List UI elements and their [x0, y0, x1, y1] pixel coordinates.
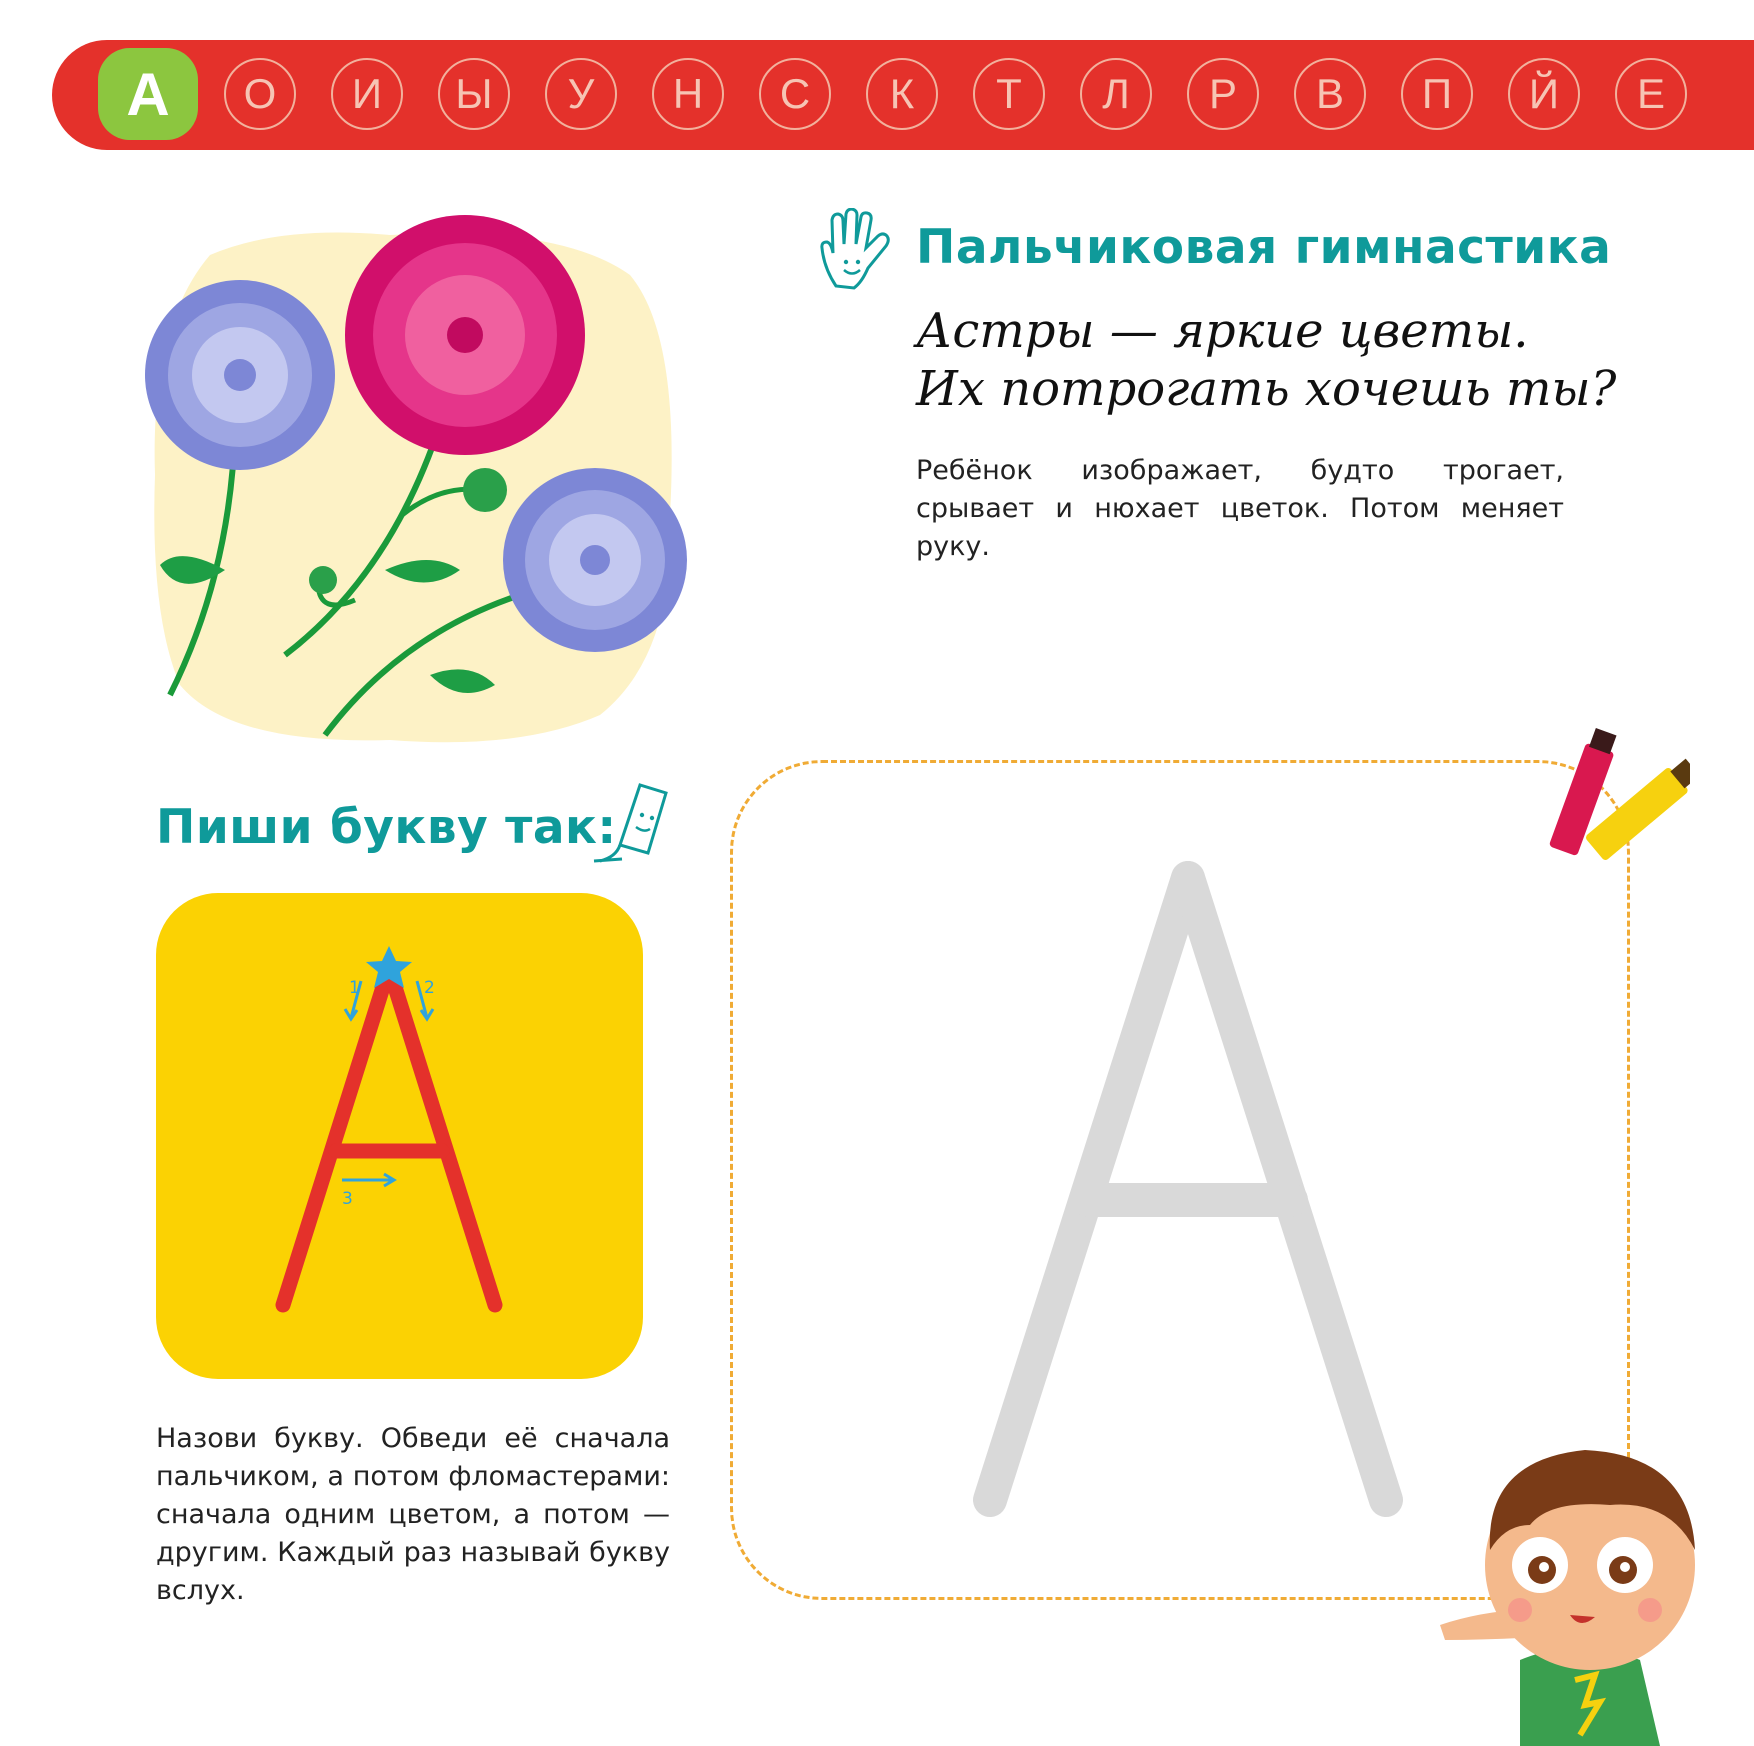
letter-chip[interactable]: Р	[1187, 58, 1259, 130]
letter-chip[interactable]: И	[331, 58, 403, 130]
poem	[916, 302, 1716, 418]
hand-icon	[816, 208, 896, 290]
letter-chip[interactable]: Л	[1080, 58, 1152, 130]
letter-chip[interactable]: Н	[652, 58, 724, 130]
letter-chip[interactable]: О	[224, 58, 296, 130]
letter-chip[interactable]: У	[545, 58, 617, 130]
gymnastics-description: Ребёнок изображает, будто трогает, срывает и нюхает цветок. Потом меняет руку.	[916, 455, 1564, 562]
letter-chip[interactable]: Т	[973, 58, 1045, 130]
writing-instructions: Назови букву. Обведи её сначала пальчиком, а потом фломастерами: сначала одним цветом, а потом — другим. Каждый раз называй букву вслух.	[156, 1423, 670, 1606]
example-letter-box	[156, 893, 643, 1379]
markers-illustration	[1530, 720, 1690, 880]
letter-chip[interactable]: К	[866, 58, 938, 130]
letter-chip[interactable]: Ы	[438, 58, 510, 130]
letter-chip[interactable]: С	[759, 58, 831, 130]
letter-chip[interactable]: Е	[1615, 58, 1687, 130]
alphabet-band	[52, 40, 1754, 150]
letter-chip[interactable]: В	[1294, 58, 1366, 130]
stroke-number-2: 2	[424, 978, 435, 998]
poem-line: Астры — яркие цветы.	[916, 303, 1529, 359]
gymnastics-heading: Пальчиковая гимнастика	[916, 220, 1612, 275]
asters-illustration	[140, 215, 700, 755]
stroke-number-1: 1	[349, 978, 360, 998]
poem-line: Их потрогать хочешь ты?	[916, 361, 1617, 417]
marker-icon	[592, 775, 672, 865]
letter-chip-active[interactable]: А	[98, 48, 198, 140]
letter-chip[interactable]: Й	[1508, 58, 1580, 130]
letter-chip[interactable]: П	[1401, 58, 1473, 130]
boy-illustration	[1420, 1430, 1710, 1746]
stroke-number-3: 3	[342, 1189, 353, 1209]
example-letter-drawing	[156, 893, 643, 1379]
write-heading: Пиши букву так:	[156, 800, 617, 855]
